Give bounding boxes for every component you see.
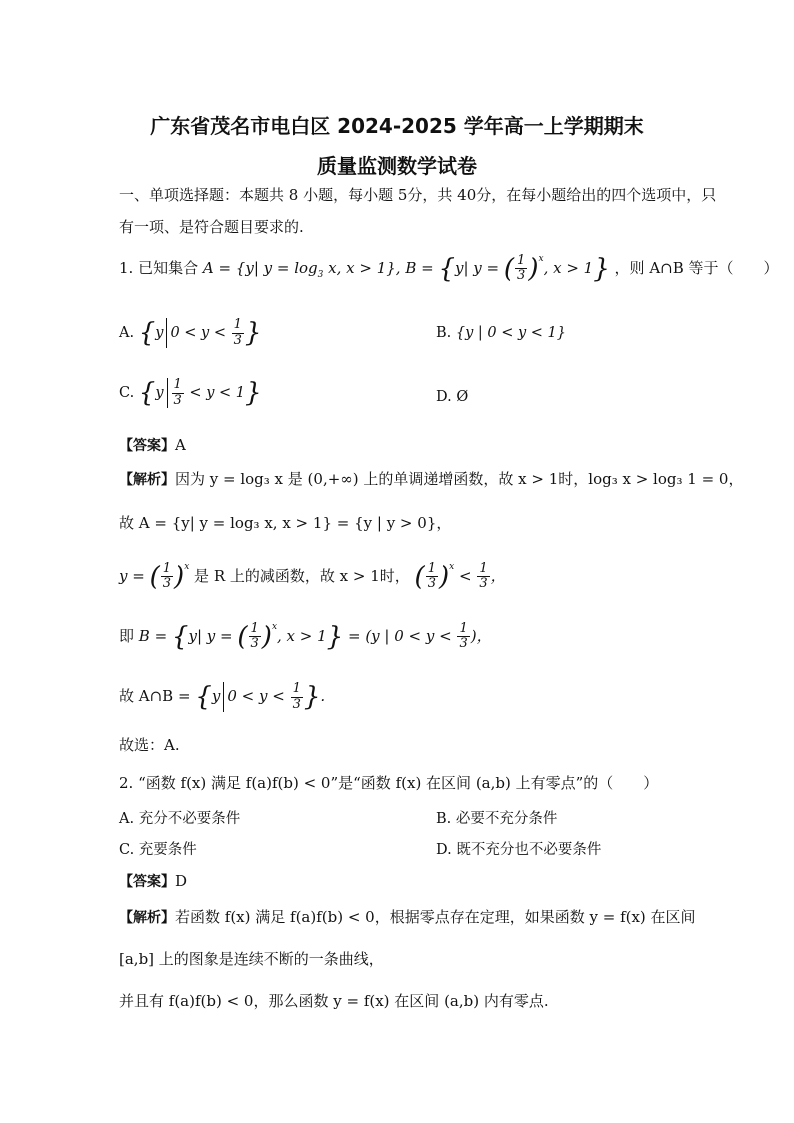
q1-option-b-letter: B. bbox=[436, 325, 452, 341]
q1-analysis-label: 【解析】 bbox=[119, 472, 175, 488]
q1-option-b-math: {y | 0 < y < 1} bbox=[455, 325, 566, 341]
q2-analysis-1 bbox=[119, 910, 696, 925]
q2-option-a-text: 充分不必要条件 bbox=[138, 811, 241, 827]
q1-answer bbox=[119, 438, 186, 453]
q1-analysis-1-text: 因为 y = log₃ x 是 (0,+∞) 上的单调递增函数，故 x > 1时，log₃ x > log₃ 1 = 0， bbox=[175, 470, 744, 488]
q1-option-d-text: Ø bbox=[456, 389, 469, 405]
q2-option-a-letter: A. bbox=[119, 811, 135, 827]
q1-analysis-3-mid: 是 R 上的减函数，故 x > 1时， bbox=[194, 566, 410, 585]
q1-option-c-letter: C. bbox=[119, 385, 135, 401]
q2-answer-value: D bbox=[175, 872, 188, 890]
q2-option-d bbox=[436, 843, 601, 858]
q1-stem-prefix: 1. 已知集合 bbox=[119, 258, 203, 277]
q2-option-c bbox=[119, 843, 197, 858]
q1-analysis-5-prefix: 故 A∩B = bbox=[119, 687, 196, 705]
q1-conclusion: 故选：A. bbox=[119, 736, 180, 754]
q2-analysis-label: 【解析】 bbox=[119, 910, 175, 926]
q1-analysis-4 bbox=[119, 622, 492, 652]
q1-option-c-math: {y $\frac{1}{3}$ < y < 1} bbox=[138, 377, 262, 408]
q1-analysis-3-func: y = ( $\frac{1}{3}$ )$^x$ bbox=[119, 561, 190, 592]
q2-analysis-3: 并且有 f(a)f(b) < 0，那么函数 y = f(x) 在区间 (a,b) 内有零点. bbox=[119, 992, 549, 1010]
q1-analysis-1 bbox=[119, 472, 743, 487]
q2-option-b-text: 必要不充分条件 bbox=[455, 811, 558, 827]
q2-option-c-text: 充要条件 bbox=[138, 842, 197, 858]
q1-stem bbox=[119, 254, 779, 284]
q1-stem-suffix: ，则 A∩B 等于（ ） bbox=[614, 258, 779, 277]
q1-analysis-4-prefix: 即 bbox=[119, 626, 139, 645]
q1-analysis-3-ineq: ( $\frac{1}{3}$ )$^x$ < $\frac{1}{3}$ ， bbox=[414, 561, 506, 592]
q1-option-a-letter: A. bbox=[119, 325, 135, 341]
q1-option-c bbox=[119, 378, 262, 408]
q1-option-d-letter: D. bbox=[436, 389, 452, 405]
q1-option-a-math: {y 0 < y < $\frac{1}{3}$ } bbox=[138, 317, 262, 348]
q1-option-d bbox=[436, 390, 468, 405]
q2-option-a bbox=[119, 812, 240, 827]
page-title-line1: 广东省茂名市电白区 2024-2025 学年高一上学期期末 bbox=[150, 114, 644, 138]
q1-set-b: {y| y = ( $\frac{1}{3}$ )$^x$, x > 1} bbox=[438, 253, 610, 284]
q2-option-c-letter: C. bbox=[119, 842, 135, 858]
q1-analysis-2: 故 A = {y| y = log₃ x, x > 1} = {y | y > 0}， bbox=[119, 514, 452, 532]
q1-analysis-3 bbox=[119, 562, 506, 592]
q1-set-a: A = {y| $y = \log_3 x$, x > 1}, B = bbox=[202, 258, 439, 280]
section-header-line1: 一、单项选择题：本题共 8 小题，每小题 5分，共 40分，在每小题给出的四个选项中，只 bbox=[119, 186, 717, 204]
q2-analysis-2: [a,b] 上的图象是连续不断的一条曲线， bbox=[119, 950, 384, 968]
q2-answer-label: 【答案】 bbox=[119, 874, 175, 890]
q2-stem: 2. “函数 f(x) 满足 f(a)f(b) < 0”是“函数 f(x) 在区间 (a,b) 上有零点”的（ ） bbox=[119, 774, 659, 792]
section-header-line2: 有一项、是符合题目要求的. bbox=[119, 218, 304, 236]
q1-option-b bbox=[436, 326, 566, 341]
q2-option-d-text: 既不充分也不必要条件 bbox=[456, 842, 602, 858]
q1-answer-label: 【答案】 bbox=[119, 438, 175, 454]
q2-option-b bbox=[436, 812, 557, 827]
page-title-line2: 质量监测数学试卷 bbox=[317, 154, 477, 178]
q1-answer-value: A bbox=[175, 436, 186, 454]
q1-analysis-5-math: {y 0 < y < $\frac{1}{3}$ }. bbox=[195, 681, 326, 712]
q1-analysis-4-math: B = {y| y = ( $\frac{1}{3}$ )$^x$, x > 1} = (y | 0 < y < $\frac{1}{3}$ )， bbox=[138, 621, 492, 652]
q2-answer bbox=[119, 874, 187, 889]
q1-option-a bbox=[119, 318, 261, 348]
q2-option-b-letter: B. bbox=[436, 811, 452, 827]
q2-option-d-letter: D. bbox=[436, 842, 452, 858]
q2-analysis-1-text: 若函数 f(x) 满足 f(a)f(b) < 0，根据零点存在定理，如果函数 y = f(x) 在区间 bbox=[175, 908, 696, 926]
q1-analysis-5 bbox=[119, 682, 325, 712]
